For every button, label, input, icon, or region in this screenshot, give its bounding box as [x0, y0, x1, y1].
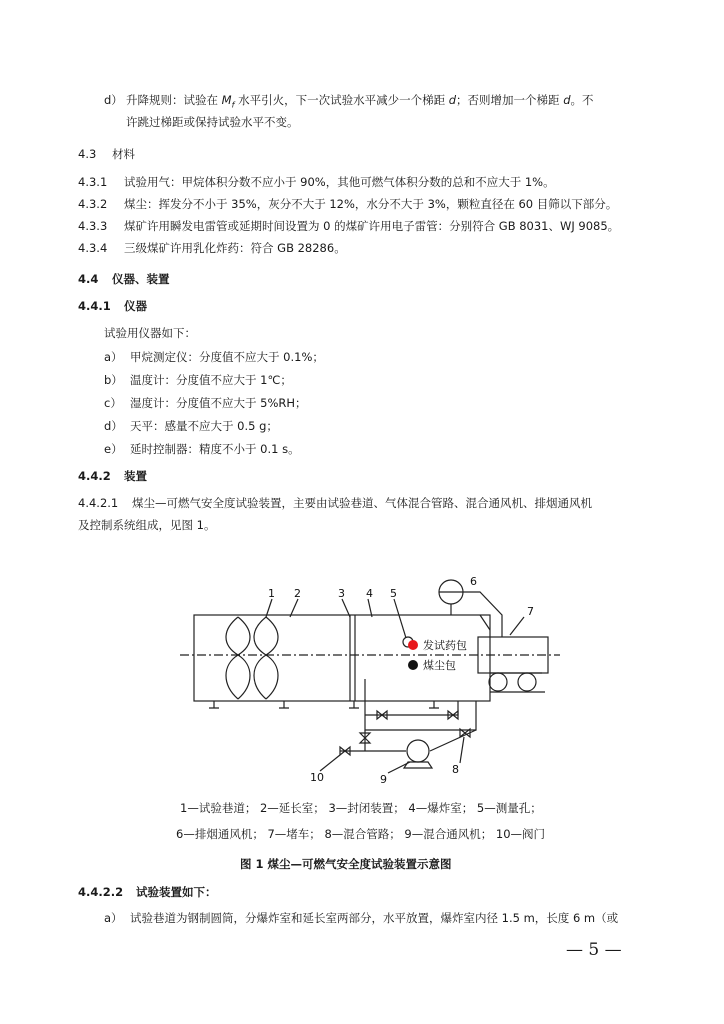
figure-caption: 图 1 煤尘—可燃气安全度试验装置示意图: [240, 857, 452, 871]
instrument-e-text: 延时控制器：精度不小于 0.1 s。: [130, 442, 300, 456]
leader-4: [368, 599, 372, 617]
para-4-4-2-1-line1: 煤尘—可燃气安全度试验装置，主要由试验巷道、气体混合管路、混合通风机、排烟通风机: [132, 496, 592, 510]
rule-d-line1: [126, 92, 594, 113]
callout-8: 8: [452, 763, 459, 776]
para-4-4-2-2-number: 4.4.2.2: [78, 885, 124, 899]
rule-d-text-a: 升降规则：试验在: [126, 93, 222, 107]
page-number: — 5 —: [566, 940, 622, 960]
support-1: [209, 701, 219, 708]
fan-outlet-pipe: [430, 730, 476, 751]
dust-label: 煤尘包: [423, 659, 456, 672]
mixer-curve-3: [254, 617, 278, 699]
tunnel-body: [194, 615, 490, 701]
item-4-3-1-number: 4.3.1: [78, 175, 108, 189]
leader-1: [266, 599, 272, 617]
symbol-d-1: d: [448, 93, 457, 107]
callout-7: 7: [527, 605, 534, 618]
rule-d-text-c: ；否则增加一个梯距: [456, 93, 564, 107]
section-4-4-title: 仪器、装置: [112, 272, 170, 286]
instrument-d-text: 天平：感量不应大于 0.5 g；: [130, 419, 278, 433]
section-4-4-2-title: 装置: [124, 469, 147, 483]
item-4-3-4-number: 4.3.4: [78, 241, 108, 255]
rule-d-text-b: 水平引火，下一次试验水平减少一个梯距: [234, 93, 449, 107]
leader-3: [342, 599, 350, 617]
instrument-a-text: 甲烷测定仪：分度值不应大于 0.1%；: [130, 350, 324, 364]
item-4-3-3-text: 煤矿许用瞬发电雷管或延期时间设置为 0 的煤矿许用电子雷管：分别符合 GB 8031、WJ 9085。: [124, 219, 620, 233]
dust-dot: [408, 660, 418, 670]
symbol-d-2: d: [563, 93, 571, 107]
test-apparatus-diagram: [180, 575, 560, 790]
rule-d-label: d）: [104, 93, 123, 107]
figure-legend-line1: 1—试验巷道； 2—延长室； 3—封闭装置； 4—爆炸室； 5—测量孔；: [180, 801, 542, 815]
plug-car-wheel-2: [518, 673, 536, 691]
figure-legend-line2: 6—排烟通风机； 7—堵车； 8—混合管路； 9—混合通风机； 10—阀门: [176, 827, 546, 841]
mixer-curve-2: [226, 617, 250, 699]
callout-5: 5: [390, 587, 397, 600]
support-3: [349, 701, 359, 708]
leader-7: [510, 617, 524, 635]
leader-2: [290, 599, 298, 617]
mixing-pipe-main: [365, 679, 476, 730]
instrument-b-text: 温度计：分度值不应大于 1℃；: [130, 373, 292, 387]
leader-8: [460, 737, 464, 763]
callout-9: 9: [380, 773, 387, 786]
item-4-3-3-number: 4.3.3: [78, 219, 108, 233]
section-4-4-1-number: 4.4.1: [78, 299, 111, 313]
item-4-3-4-text: 三级煤矿许用乳化炸药：符合 GB 28286。: [124, 241, 346, 255]
leader-10: [320, 755, 340, 771]
item-4-3-2-number: 4.3.2: [78, 197, 108, 211]
instrument-intro: 试验用仪器如下：: [104, 326, 196, 340]
instrument-a-label: a）: [104, 350, 123, 364]
instrument-c-text: 湿度计：分度值不应大于 5%RH；: [130, 396, 307, 410]
instrument-c-label: c）: [104, 396, 122, 410]
charge-label: 发试药包: [423, 639, 467, 652]
section-4-4-1-title: 仪器: [124, 299, 147, 313]
instrument-e-label: e）: [104, 442, 123, 456]
callout-1: 1: [268, 587, 275, 600]
item-a-text: 试验巷道为钢制圆筒，分爆炸室和延长室两部分，水平放置，爆炸室内径 1.5 m，长度 6 m（或: [130, 911, 619, 925]
symbol-m: M: [221, 93, 232, 107]
plug-car-wheel-1: [489, 673, 507, 691]
mixer-curve-4: [254, 617, 278, 699]
leader-5: [394, 599, 406, 638]
para-4-4-2-1-line2: 及控制系统组成，见图 1。: [78, 518, 216, 532]
mixing-fan: [407, 740, 429, 762]
section-4-4-number: 4.4: [78, 272, 99, 286]
callout-10: 10: [310, 771, 324, 784]
section-4-4-2-number: 4.4.2: [78, 469, 111, 483]
section-4-3-number: 4.3: [78, 147, 97, 161]
callout-4: 4: [366, 587, 373, 600]
instrument-d-label: d）: [104, 419, 123, 433]
callout-6: 6: [470, 575, 477, 588]
charge-dot: [408, 640, 418, 650]
item-a-label: a）: [104, 911, 123, 925]
para-4-4-2-1-number: 4.4.2.1: [78, 496, 119, 510]
item-4-3-2-text: 煤尘：挥发分不小于 35%，灰分不大于 12%，水分不大于 3%，颗粒直径在 60 目筛以下部分。: [124, 197, 618, 211]
section-4-3-title: 材料: [112, 147, 135, 161]
callout-3: 3: [338, 587, 345, 600]
item-4-3-1-text: 试验用气：甲烷体积分数不应小于 90%，其他可燃气体积分数的总和不应大于 1%。: [124, 175, 555, 189]
support-4: [429, 701, 439, 708]
para-4-4-2-2-title: 试验装置如下：: [136, 885, 217, 899]
instrument-b-label: b）: [104, 373, 123, 387]
mixer-curve-1: [226, 617, 250, 699]
support-2: [279, 701, 289, 708]
subscript-f: f: [231, 100, 235, 110]
callout-2: 2: [294, 587, 301, 600]
rule-d-text-d: 。不: [570, 93, 594, 107]
rule-d-line2: 许跳过梯距或保持试验水平不变。: [126, 115, 299, 129]
